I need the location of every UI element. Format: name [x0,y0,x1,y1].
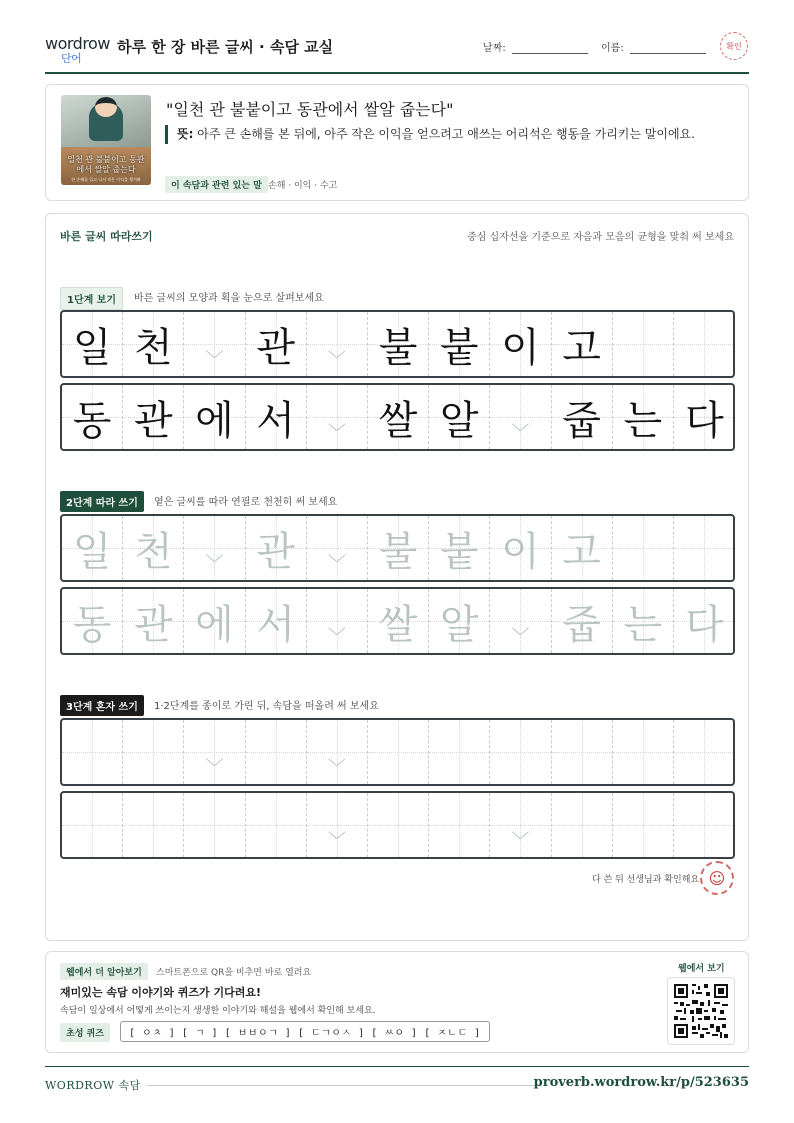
writing-cell[interactable] [552,793,613,857]
writing-cell[interactable] [62,516,123,580]
writing-cell[interactable] [62,793,123,857]
writing-cell [62,385,123,449]
writing-cell [307,312,368,376]
hangul-char: 천 [133,528,173,575]
writing-cell [246,312,307,376]
writing-cell [246,385,307,449]
writing-cell [490,312,551,376]
qr-code-graphic [674,984,728,1038]
chosung-quiz-badge: 초성 퀴즈 [60,1023,110,1042]
space-mark-icon: ﹀ [205,758,224,779]
practice-section-hint: 중심 십자선을 기준으로 자음과 모음의 균형을 맞춰 써 보세요 [467,232,734,243]
web-promo-box [45,951,749,1053]
space-mark-icon: ﹀ [511,627,530,648]
wordrow-logo [45,34,110,65]
writing-cell[interactable] [674,589,735,653]
writing-cell [490,385,551,449]
person-head [95,97,117,117]
space-mark-icon: ﹀ [205,554,224,575]
related-words-badge: 이 속담과 관련 있는 말 [165,176,268,193]
writing-cell [674,312,735,376]
proverb-title: "일천 관 불붙이고 동관에서 쌀알 줍는다" [166,100,454,119]
meaning-text: 아주 큰 손해를 본 뒤에, 아주 작은 이익을 얻으려고 애쓰는 어리석은 행동을 가리키는 말이에요. [193,127,695,141]
hangul-char: 고 [562,528,601,575]
writing-cell [184,385,245,449]
hangul-char: 고 [562,324,601,371]
writing-cell[interactable] [613,516,674,580]
writing-cell[interactable] [490,720,551,784]
writing-cell [552,385,613,449]
footer-divider [147,1085,537,1086]
hangul-char: 쌀 [378,397,418,444]
space-mark-icon: ﹀ [511,423,530,444]
writing-cell [123,385,184,449]
hangul-char: 다 [685,397,724,444]
writing-cell[interactable] [184,589,245,653]
logo-subtext: 단어 [61,52,82,65]
writing-cell [62,312,123,376]
hangul-char: 일 [72,528,112,575]
writing-cell [674,385,735,449]
writing-cell [613,312,674,376]
step1-badge: 1단계 보기 [60,287,123,310]
worksheet-header [45,28,749,74]
space-mark-icon: ﹀ [205,350,224,371]
space-mark-icon: ﹀ [327,627,346,648]
promo-description: 속담이 일상에서 어떻게 쓰이는지 생생한 이야기와 해설을 웹에서 확인해 보세요. [60,1006,376,1016]
step1-desc: 바른 글씨의 모양과 획을 눈으로 살펴보세요 [134,293,324,304]
proverb-illustration [61,95,151,185]
writing-cell[interactable] [123,720,184,784]
writing-cell[interactable] [246,589,307,653]
illustration-caption: 일천 관 불붙이고 동관에서 쌀알 줍는다 [67,155,145,174]
writing-cell[interactable] [184,516,245,580]
step2-row-2[interactable] [60,587,735,655]
name-field[interactable] [630,53,706,54]
worksheet-title: 하루 한 장 바른 글씨 · 속담 교실 [117,38,334,56]
writing-cell[interactable] [613,589,674,653]
writing-cell[interactable] [552,589,613,653]
hangul-char: 쌀 [378,601,418,648]
check-stamp-icon: 확인 [720,32,748,60]
hangul-char: 에 [195,601,234,648]
hangul-char: 동 [72,397,112,444]
hangul-char: 관 [256,324,295,371]
writing-cell[interactable] [429,720,490,784]
hangul-char: 천 [133,324,173,371]
step2-badge: 2단계 따라 쓰기 [60,491,144,512]
practice-section-title: 바른 글씨 따라쓰기 [60,230,153,243]
footer-brand: WORDROW 속담 [45,1079,141,1092]
writing-cell[interactable] [613,793,674,857]
writing-cell[interactable] [674,793,735,857]
writing-cell[interactable] [246,516,307,580]
hangul-char: 붙 [439,324,479,371]
smile-face-icon: ☺ [708,868,726,888]
step3-desc: 1·2단계를 종이로 가린 뒤, 속담을 떠올려 써 보세요 [154,701,379,712]
writing-cell[interactable] [307,793,368,857]
writing-cell[interactable] [246,793,307,857]
writing-cell [613,385,674,449]
chosung-quiz-text: [ ㅇㅊ ] [ ㄱ ] [ ㅂㅂㅇㄱ ] [ ㄷㄱㅇㅅ ] [ ㅆㅇ ] [ ㅈㄴㄷ ] [120,1021,490,1042]
writing-cell [552,312,613,376]
writing-cell[interactable] [552,720,613,784]
writing-cell[interactable] [307,589,368,653]
meaning-label: 뜻: [177,127,194,141]
hangul-char: 알 [439,601,479,648]
teacher-check-note: 다 쓴 뒤 선생님과 확인해요 [592,875,700,885]
space-mark-icon: ﹀ [327,350,346,371]
writing-cell [368,385,429,449]
space-mark-icon: ﹀ [511,831,530,852]
writing-cell [123,312,184,376]
promo-headline: 재미있는 속담 이야기와 퀴즈가 기다려요! [60,986,261,999]
writing-cell[interactable] [368,720,429,784]
writing-cell [184,312,245,376]
writing-cell[interactable] [184,720,245,784]
handwriting-practice-section [45,213,749,941]
hangul-char: 이 [501,528,540,575]
step2-row-1[interactable] [60,514,735,582]
writing-cell[interactable] [490,516,551,580]
writing-cell [429,312,490,376]
qr-label: 웹에서 보기 [678,964,725,974]
hangul-char: 불 [378,528,418,575]
logo-text: wordrow [45,34,110,53]
teacher-stamp-icon [700,861,734,895]
writing-cell [307,385,368,449]
writing-cell[interactable] [123,589,184,653]
related-keywords: 손해 · 이익 · 수고 [268,181,338,191]
hangul-char: 알 [439,397,479,444]
writing-cell[interactable] [368,589,429,653]
writing-cell[interactable] [429,589,490,653]
footer-url-link[interactable]: proverb.wordrow.kr/p/523635 [533,1075,749,1090]
hangul-char: 줍 [562,601,601,648]
hangul-char: 관 [133,397,173,444]
writing-cell [368,312,429,376]
writing-cell[interactable] [552,516,613,580]
hangul-char: 는 [623,397,663,444]
hangul-char: 이 [501,324,540,371]
step3-badge: 3단계 혼자 쓰기 [60,695,144,716]
hangul-char: 일 [72,324,112,371]
writing-cell[interactable] [368,793,429,857]
hangul-char: 동 [72,601,112,648]
hangul-char: 관 [133,601,173,648]
date-label: 날짜: [483,43,506,54]
proverb-meaning [165,125,725,144]
hangul-char: 에 [195,397,234,444]
writing-cell[interactable] [246,720,307,784]
proverb-card [45,84,749,201]
hangul-char: 는 [623,601,663,648]
hangul-char: 붙 [439,528,479,575]
writing-cell[interactable] [62,720,123,784]
hangul-char: 관 [256,528,295,575]
writing-cell[interactable] [429,793,490,857]
page-footer [45,1066,749,1092]
writing-cell[interactable] [123,793,184,857]
writing-cell [429,385,490,449]
date-field[interactable] [512,53,588,54]
illustration-subcaption: 한 손해를 입고 나서 작은 이익을 챙겨봐 [71,177,141,182]
writing-cell[interactable] [674,516,735,580]
writing-cell[interactable] [307,516,368,580]
step3-row-1[interactable] [60,718,735,786]
writing-cell[interactable] [429,516,490,580]
hangul-char: 줍 [562,397,601,444]
web-more-badge: 웹에서 더 알아보기 [60,963,148,980]
writing-cell[interactable] [490,793,551,857]
hangul-char: 서 [256,601,295,648]
qr-hint: 스마트폰으로 QR을 비추면 바로 열려요 [156,968,312,978]
writing-cell[interactable] [62,589,123,653]
space-mark-icon: ﹀ [327,554,346,575]
space-mark-icon: ﹀ [327,831,346,852]
hangul-char: 다 [685,601,724,648]
step2-desc: 옅은 글씨를 따라 연필로 천천히 써 보세요 [154,497,338,508]
writing-cell[interactable] [184,793,245,857]
space-mark-icon: ﹀ [327,423,346,444]
name-label: 이름: [601,43,624,54]
space-mark-icon: ﹀ [327,758,346,779]
hangul-char: 서 [256,397,295,444]
qr-code-icon[interactable] [667,977,735,1045]
writing-cell[interactable] [123,516,184,580]
writing-cell[interactable] [368,516,429,580]
step1-row-2 [60,383,735,451]
writing-cell[interactable] [613,720,674,784]
hangul-char: 불 [378,324,418,371]
writing-cell[interactable] [674,720,735,784]
step1-row-1 [60,310,735,378]
writing-cell[interactable] [307,720,368,784]
step3-row-2[interactable] [60,791,735,859]
writing-cell[interactable] [490,589,551,653]
